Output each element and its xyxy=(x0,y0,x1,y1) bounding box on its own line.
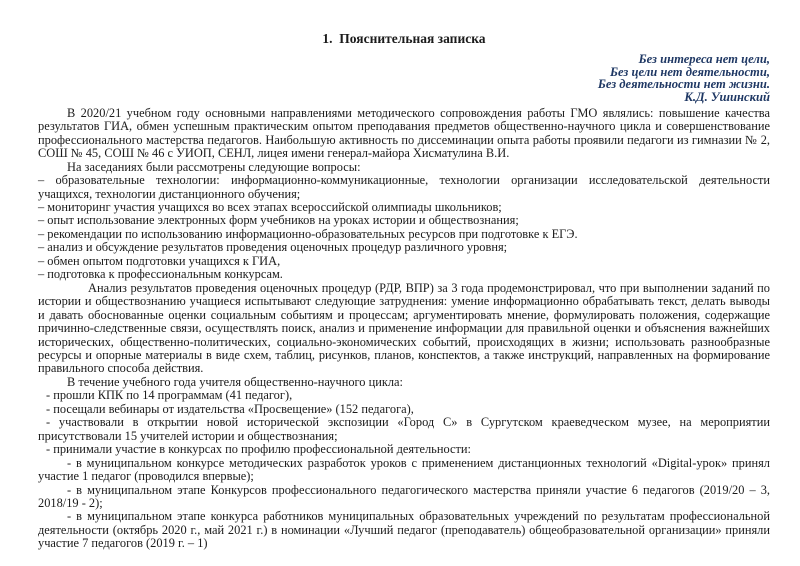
paragraph: В течение учебного года учителя общественно-научного цикла: xyxy=(67,374,403,389)
epigraph-line: Без деятельности нет жизни. xyxy=(597,77,770,92)
hyphen-sub-item: - в муниципальном этапе Конкурсов профессионального педагогического мастерства приняли участие 6 педагогов (2019/20 – 3, 2018/19 - 2); xyxy=(38,482,770,510)
hyphen-list-item: - посещали вебинары от издательства «Просвещение» (152 педагога), xyxy=(46,401,414,416)
epigraph xyxy=(38,53,770,104)
epigraph-line: Без интереса нет цели, xyxy=(638,52,770,66)
dash-list-item: – подготовка к профессиональным конкурсам. xyxy=(38,267,283,282)
hyphen-list-item: - принимали участие в конкурсах по профилю профессиональной деятельности: xyxy=(46,442,471,457)
hyphen-sub-item: - в муниципальном этапе конкурса работников муниципальных образовательных учреждений по результатам профессиональной деятельности (октябрь 2020 г., май 2021 г.) в номинации «Лучший педагог (преподаватель) общеобразовательной организации» приняли участие 7 педагогов (2019 г. – 1) xyxy=(38,509,770,551)
paragraph: На заседаниях были рассмотрены следующие вопросы: xyxy=(67,159,361,174)
dash-list-item: – мониторинг участия учащихся во всех этапах всероссийской олимпиады школьников; xyxy=(38,199,502,214)
dash-list-item: – рекомендации по использованию информационно-образовательных ресурсов при подготовке к ЕГЭ. xyxy=(38,226,578,241)
dash-list-item: – анализ и обсуждение результатов проведения оценочных процедур различного уровня; xyxy=(38,240,508,255)
paragraph: Анализ результатов проведения оценочных процедур (РДР, ВПР) за 3 года продемонстрировал, что при выполнении заданий по истории и обществознанию учащиеся испытывают следующие затруднения: умение информационно обрабатывать текст, делать выводы и давать обоснованные оценки социальным событиям и процессам; аргументировать мнение, формулировать положения, содержащие причинно-следственные связи, осуществлять поиск, анализ и применение информации для правильной оценки и объяснения важнейших исторических, общественно-политических, социально-экономических событий, происходящих в жизни; использовать разнообразные ресурсы и опорные материалы в виде схем, таблиц, рисунков, планов, конспектов, а также инструкций, направленных на формирование правильного способа действия. xyxy=(38,280,770,376)
paragraph: В 2020/21 учебном году основными направлениями методического сопровождения работы ГМО являлись: повышение качества результатов ГИА, обмен успешным практическим опытом преподавания предметов общественно-научного цикла и совершенствование профессионального мастерства педагогов. Наибольшую активность по диссеминации опыта работы проявили педагоги из гимназии № 2, СОШ № 45, СОШ № 46 с УИОП, СЕНЛ, лицея имени генерал-майора Хисматулина В.И. xyxy=(38,105,770,161)
document-body xyxy=(38,107,770,551)
epigraph-author: К.Д. Ушинский xyxy=(684,90,770,105)
dash-list-item: – опыт использование электронных форм учебников на уроках истории и обществознания; xyxy=(38,213,519,228)
epigraph-line: Без цели нет деятельности, xyxy=(609,64,770,79)
document-title: 1. Пояснительная записка xyxy=(322,31,486,46)
hyphen-list-item: - прошли КПК по 14 программам (41 педагог), xyxy=(46,388,293,403)
dash-list-item: – обмен опытом подготовки учащихся к ГИА, xyxy=(38,253,281,268)
hyphen-list-item: - участвовали в открытии новой исторической экспозиции «Город С» в Сургутском краеведческом музее, на мероприятии присутствовали 15 учителей истории и обществознания; xyxy=(38,415,770,443)
dash-list-item: – образовательные технологии: информационно-коммуникационные, технологии организации исследовательской деятельности учащихся, технологии дистанционного обучения; xyxy=(38,173,770,201)
hyphen-sub-item: - в муниципальном конкурсе методических разработок уроков с применением дистанционных технологий «Digital-урок» принял участие 1 педагог (проводился впервые); xyxy=(38,455,770,484)
